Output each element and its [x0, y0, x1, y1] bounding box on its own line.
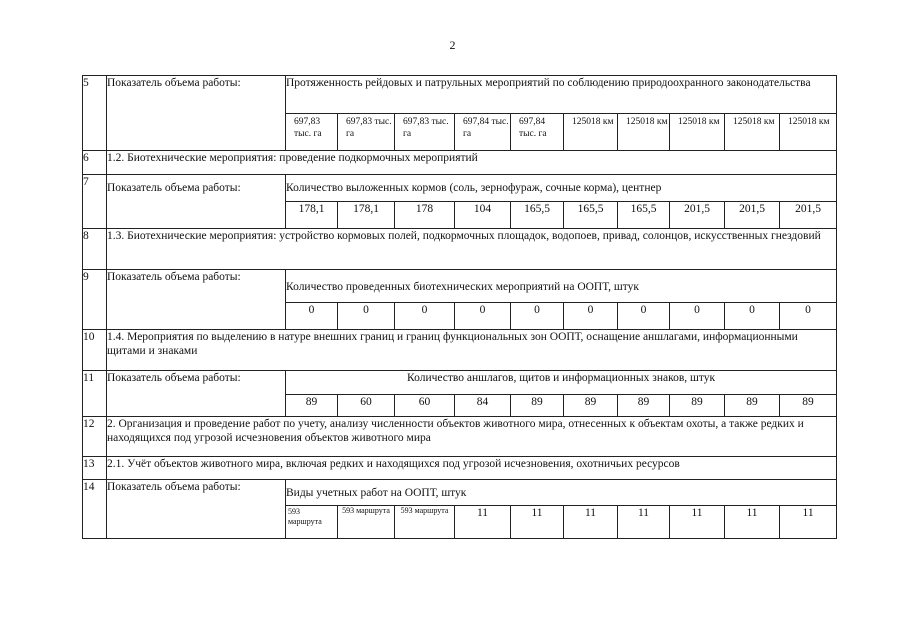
value-cell: 89: [780, 395, 837, 417]
value-cell: 697,84 тыс. га: [455, 114, 511, 151]
value-cell: 201,5: [780, 202, 837, 229]
indicator-label: Показатель объема работы:: [107, 76, 286, 151]
indicator-description: Виды учетных работ на ООПТ, штук: [286, 480, 837, 506]
work-volume-table: [82, 75, 837, 539]
value-cell: 697,83 тыс. га: [338, 114, 395, 151]
value-cell: 0: [725, 303, 780, 330]
indicator-description: Количество аншлагов, щитов и информационных знаков, штук: [286, 371, 837, 395]
row-number: 10: [83, 330, 107, 371]
value-cell: 89: [618, 395, 670, 417]
value-cell: 697,84 тыс. га: [511, 114, 564, 151]
value-cell: 11: [780, 506, 837, 539]
value-cell: 89: [564, 395, 618, 417]
table-row: [83, 270, 837, 303]
value-cell: 593 маршрута: [338, 506, 395, 539]
indicator-label: Показатель объема работы:: [107, 371, 286, 417]
value-cell: 84: [455, 395, 511, 417]
value-cell: 11: [455, 506, 511, 539]
value-cell: 0: [511, 303, 564, 330]
indicator-description: Протяженность рейдовых и патрульных мероприятий по соблюдению природоохранного законодательства: [286, 76, 837, 114]
section-title: 2. Организация и проведение работ по учету, анализу численности объектов животного мира, отнесенных к объектам охоты, а также редких и находящихся под угрозой исчезновения объектов животного мира: [107, 417, 837, 457]
indicator-description: Количество выложенных кормов (соль, зернофураж, сочные корма), центнер: [286, 175, 837, 202]
section-title: 2.1. Учёт объектов животного мира, включая редких и находящихся под угрозой исчезновения, охотничьих ресурсов: [107, 457, 837, 480]
table-row: [83, 371, 837, 395]
row-number: 13: [83, 457, 107, 480]
value-cell: 165,5: [511, 202, 564, 229]
value-cell: 697,83 тыс. га: [286, 114, 338, 151]
value-cell: 89: [670, 395, 725, 417]
value-cell: 89: [511, 395, 564, 417]
value-cell: 178: [395, 202, 455, 229]
value-cell: 11: [670, 506, 725, 539]
value-cell: 165,5: [618, 202, 670, 229]
section-row: [83, 457, 837, 480]
row-number: 12: [83, 417, 107, 457]
row-number: 5: [83, 76, 107, 151]
value-cell: 0: [455, 303, 511, 330]
section-row: [83, 417, 837, 457]
section-row: [83, 229, 837, 270]
value-cell: 165,5: [564, 202, 618, 229]
table-row: [83, 76, 837, 114]
value-cell: 201,5: [670, 202, 725, 229]
row-number: 9: [83, 270, 107, 330]
value-cell: 89: [286, 395, 338, 417]
value-cell: 11: [725, 506, 780, 539]
value-cell: 0: [780, 303, 837, 330]
table-row: [83, 480, 837, 506]
value-cell: 0: [338, 303, 395, 330]
section-row: [83, 330, 837, 371]
page-number: 2: [449, 38, 456, 52]
section-title: 1.2. Биотехнические мероприятия: проведение подкормочных мероприятий: [107, 151, 837, 175]
value-cell: 125018 км: [618, 114, 670, 151]
value-cell: 0: [395, 303, 455, 330]
value-cell: 11: [511, 506, 564, 539]
value-cell: 0: [286, 303, 338, 330]
row-number: 7: [83, 175, 107, 229]
value-cell: 60: [338, 395, 395, 417]
indicator-label: Показатель объема работы:: [107, 480, 286, 539]
value-cell: 201,5: [725, 202, 780, 229]
value-cell: 89: [725, 395, 780, 417]
value-cell: 125018 км: [725, 114, 780, 151]
row-number: 6: [83, 151, 107, 175]
row-number: 11: [83, 371, 107, 417]
row-number: 8: [83, 229, 107, 270]
section-row: [83, 151, 837, 175]
indicator-label: Показатель объема работы:: [107, 270, 286, 330]
row-number: 14: [83, 480, 107, 539]
value-cell: 0: [618, 303, 670, 330]
value-cell: 125018 км: [670, 114, 725, 151]
value-cell: 178,1: [286, 202, 338, 229]
value-cell: 0: [670, 303, 725, 330]
indicator-description: Количество проведенных биотехнических мероприятий на ООПТ, штук: [286, 270, 837, 303]
value-cell: 11: [618, 506, 670, 539]
value-cell: 0: [564, 303, 618, 330]
section-title: 1.3. Биотехнические мероприятия: устройство кормовых полей, подкормочных площадок, водопоев, привад, солонцов, искусственных гнездовий: [107, 229, 837, 270]
value-cell: 11: [564, 506, 618, 539]
value-cell: 593 маршрута: [395, 506, 455, 539]
value-cell: 593 маршрута: [286, 506, 338, 539]
indicator-label: Показатель объема работы:: [107, 175, 286, 229]
value-cell: 125018 км: [780, 114, 837, 151]
value-cell: 60: [395, 395, 455, 417]
table-row: [83, 175, 837, 202]
value-cell: 104: [455, 202, 511, 229]
section-title: 1.4. Мероприятия по выделению в натуре внешних границ и границ функциональных зон ООПТ, оснащение аншлагами, информационными щитами и знаками: [107, 330, 837, 371]
value-cell: 125018 км: [564, 114, 618, 151]
value-cell: 697,83 тыс. га: [395, 114, 455, 151]
value-cell: 178,1: [338, 202, 395, 229]
